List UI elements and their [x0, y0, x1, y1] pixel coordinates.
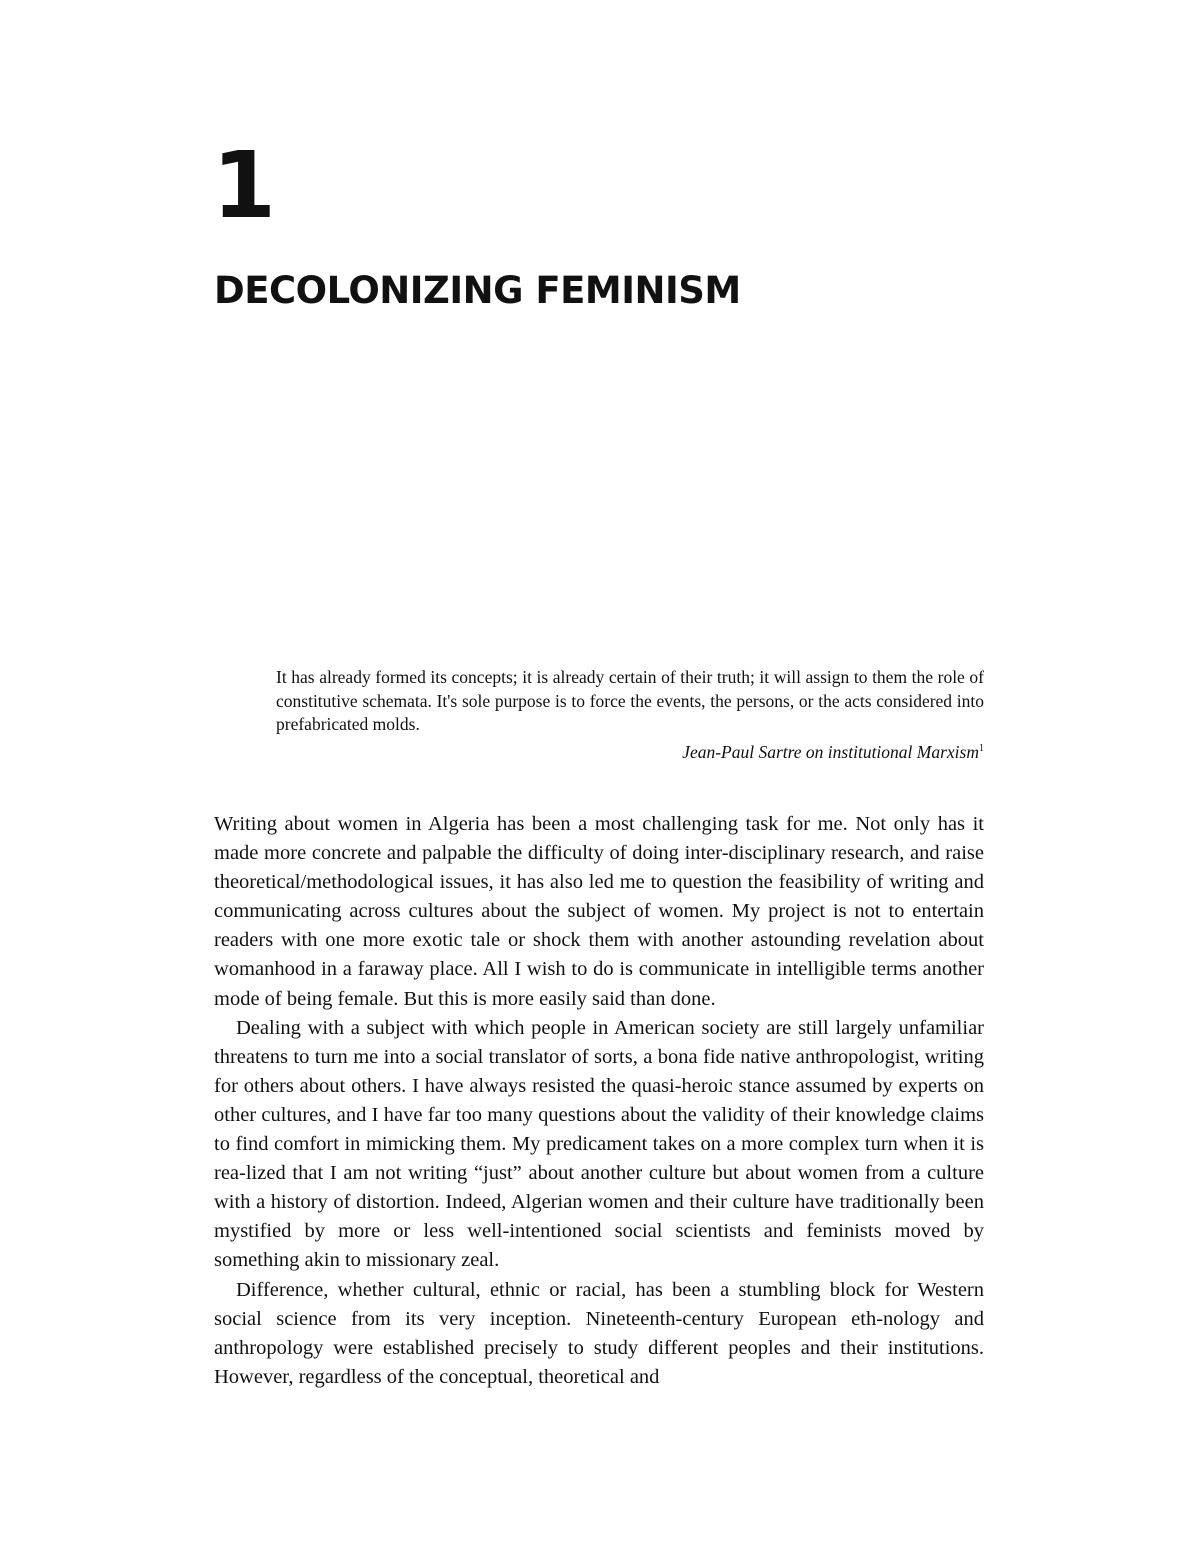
footnote-reference: 1: [979, 742, 984, 754]
epigraph-attribution-text: Jean-Paul Sartre on institutional Marxism: [682, 741, 979, 762]
chapter-number: 1: [212, 132, 275, 239]
epigraph-quote: It has already formed its concepts; it is already certain of their truth; it will assign to them the role of constitutive schemata. It's sole purpose is to force the events, the persons, or the acts considered into prefabricated molds.: [276, 667, 984, 734]
paragraph-2: Dealing with a subject with which people in American society are still largely unfamiliar threatens to turn me into a social translator of sorts, a bona fide native anthropologist, writing for others about others. I have always resisted the quasi-heroic stance assumed by experts on other cultures, and I have far too many questions about the validity of their knowledge claims to find comfort in mimicking them. My predicament takes on a more complex turn when it is rea-lized that I am not writing “just” about another culture but about women from a culture with a history of distortion. Indeed, Algerian women and their culture have traditionally been mystified by more or less well-intentioned social scientists and feminists moved by something akin to missionary zeal.: [214, 1016, 984, 1272]
epigraph: [276, 666, 984, 764]
epigraph-attribution: [276, 737, 984, 764]
paragraph-3: Difference, whether cultural, ethnic or racial, has been a stumbling block for Western social science from its very inception. Nineteenth-century European eth-nology and anthropology were established precisely to study different peoples and their institutions. However, regardless of the conceptual, theoretical and: [214, 1278, 984, 1388]
body-text: [214, 810, 984, 1392]
paragraph-1: Writing about women in Algeria has been a most challenging task for me. Not only has it made more concrete and palpable the difficulty of doing inter-disciplinary research, and raise theoretical/methodological issues, it has also led me to question the feasibility of writing and communicating across cultures about the subject of women. My project is not to entertain readers with one more exotic tale or shock them with another astounding revelation about womanhood in a faraway place. All I wish to do is communicate in intelligible terms another mode of being female. But this is more easily said than done.: [214, 813, 984, 1010]
chapter-title: DECOLONIZING FEMINISM: [214, 269, 741, 312]
